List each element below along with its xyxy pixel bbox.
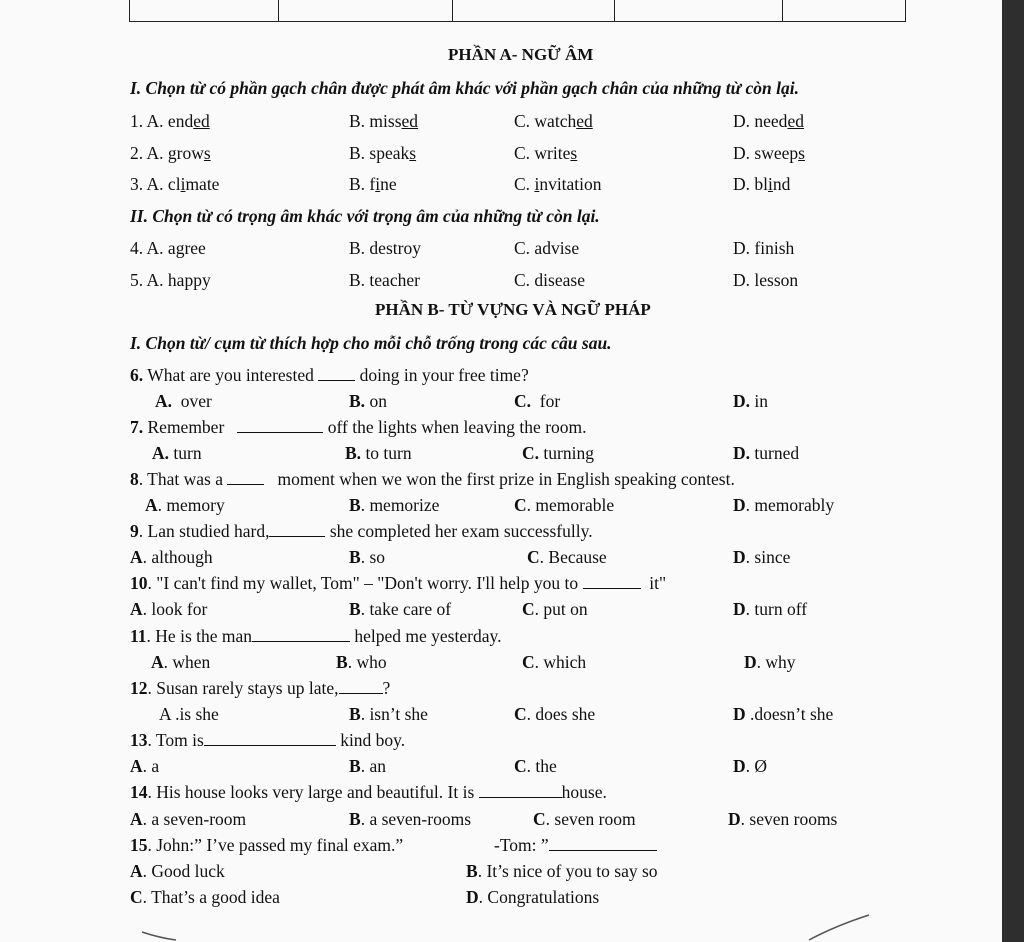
q11-option-c: C. which [522, 652, 587, 672]
q9-stem: 9. Lan studied hard, she completed her exam successfully. [130, 521, 593, 541]
q10-option-a: A. look for [130, 599, 208, 619]
q6-option-d: D. in [733, 391, 769, 411]
q15-option-b: B. It’s nice of you to say so [466, 861, 658, 881]
q14-option-d: D. seven rooms [728, 809, 838, 829]
q13-blank [204, 730, 336, 746]
q1-option-a: 1. A. ended [130, 111, 210, 131]
dark-background-edge [1002, 0, 1024, 942]
q10-option-b: B. take care of [349, 599, 452, 619]
q10-option-d: D. turn off [733, 599, 808, 619]
section-a2-instruction: II. Chọn từ có trọng âm khác với trọng âm của những từ còn lại. [130, 206, 600, 226]
q1-option-d: D. needed [733, 111, 804, 131]
q10-blank [583, 573, 641, 589]
q7-stem: 7. Remember off the lights when leaving the room. [130, 417, 587, 437]
q8-option-a: A. memory [145, 495, 225, 515]
q9-blank [269, 521, 325, 537]
q13-stem: 13. Tom is kind boy. [130, 730, 406, 750]
q11-option-a: A. when [151, 652, 211, 672]
q8-option-b: B. memorize [349, 495, 440, 515]
q7-option-c: C. turning [522, 443, 594, 463]
q9-option-b: B. so [349, 547, 385, 567]
pen-stroke-right [805, 912, 875, 942]
q12-option-c: C. does she [514, 704, 596, 724]
q15-option-c: C. That’s a good idea [130, 887, 280, 907]
table-divider [452, 0, 453, 21]
q14-option-c: C. seven room [533, 809, 636, 829]
q11-option-d: D. why [744, 652, 796, 672]
top-score-table [129, 0, 906, 22]
q12-option-b: B. isn’t she [349, 704, 428, 724]
q3-option-c: C. invitation [514, 174, 602, 194]
q7-blank [237, 417, 323, 433]
q14-option-b: B. a seven-rooms [349, 809, 472, 829]
q9-option-a: A. although [130, 547, 213, 567]
q1-option-c: C. watched [514, 111, 593, 131]
q1-option-b: B. missed [349, 111, 419, 131]
section-b1-instruction: I. Chọn từ/ cụm từ thích hợp cho mỗi chỗ trống trong các câu sau. [130, 333, 612, 353]
q2-option-d: D. sweeps [733, 143, 805, 163]
q5-option-c: C. disease [514, 270, 585, 290]
q4-option-d: D. finish [733, 238, 795, 258]
q4-option-b: B. destroy [349, 238, 421, 258]
q6-option-b: B. on [349, 391, 387, 411]
q13-option-a: A. a [130, 756, 160, 776]
q2-option-a: 2. A. grows [130, 143, 211, 163]
q8-option-c: C. memorable [514, 495, 615, 515]
q12-option-a: A .is she [159, 704, 219, 724]
q14-option-a: A. a seven-room [130, 809, 247, 829]
q5-option-b: B. teacher [349, 270, 420, 290]
q15-option-d: D. Congratulations [466, 887, 600, 907]
section-a-title: PHẦN A- NGỮ ÂM [448, 45, 594, 64]
q10-option-c: C. put on [522, 599, 588, 619]
q5-option-d: D. lesson [733, 270, 799, 290]
q8-stem: 8. That was a moment when we won the first prize in English speaking contest. [130, 469, 735, 489]
q7-option-b: B. to turn [345, 443, 412, 463]
q6-option-a: A. over [155, 391, 212, 411]
q9-option-c: C. Because [527, 547, 607, 567]
section-a1-instruction: I. Chọn từ có phần gạch chân được phát âm khác với phần gạch chân của những từ còn lại. [130, 78, 799, 98]
q4-option-a: 4. A. agree [130, 238, 206, 258]
pen-stroke-left [140, 928, 180, 942]
q3-option-a: 3. A. climate [130, 174, 220, 194]
q14-stem: 14. His house looks very large and beautiful. It is house. [130, 782, 607, 802]
q7-option-d: D. turned [733, 443, 800, 463]
q11-blank [252, 626, 350, 642]
q10-stem: 10. "I can't find my wallet, Tom" – "Don't worry. I'll help you to it" [130, 573, 667, 593]
q13-option-b: B. an [349, 756, 386, 776]
q11-option-b: B. who [336, 652, 387, 672]
q12-stem: 12. Susan rarely stays up late, ? [130, 678, 391, 698]
q11-stem: 11. He is the man helped me yesterday. [130, 626, 502, 646]
q15-stem: 15. John:” I’ve passed my final exam.” [130, 835, 404, 855]
table-divider [614, 0, 615, 21]
q15-option-a: A. Good luck [130, 861, 225, 881]
q3-option-d: D. blind [733, 174, 791, 194]
table-divider [278, 0, 279, 21]
q6-stem: 6. What are you interested doing in your free time? [130, 365, 529, 385]
q8-blank [227, 469, 264, 485]
q12-option-d: D .doesn’t she [733, 704, 834, 724]
section-b-title: PHẦN B- TỪ VỰNG VÀ NGỮ PHÁP [375, 300, 651, 319]
q9-option-d: D. since [733, 547, 791, 567]
q6-blank [318, 365, 355, 381]
q3-option-b: B. fine [349, 174, 397, 194]
q2-option-c: C. writes [514, 143, 578, 163]
q15-tom-reply: -Tom: ” [494, 834, 657, 856]
q15-blank [549, 835, 657, 851]
q8-option-d: D. memorably [733, 495, 835, 515]
q4-option-c: C. advise [514, 238, 580, 258]
q6-option-c: C. for [514, 391, 561, 411]
q13-option-d: D. Ø [733, 756, 768, 776]
table-divider [782, 0, 783, 21]
q5-option-a: 5. A. happy [130, 270, 211, 290]
q7-option-a: A. turn [152, 443, 202, 463]
q14-blank [479, 782, 562, 798]
q13-option-c: C. the [514, 756, 557, 776]
q2-option-b: B. speaks [349, 143, 417, 163]
q12-blank [339, 678, 383, 694]
